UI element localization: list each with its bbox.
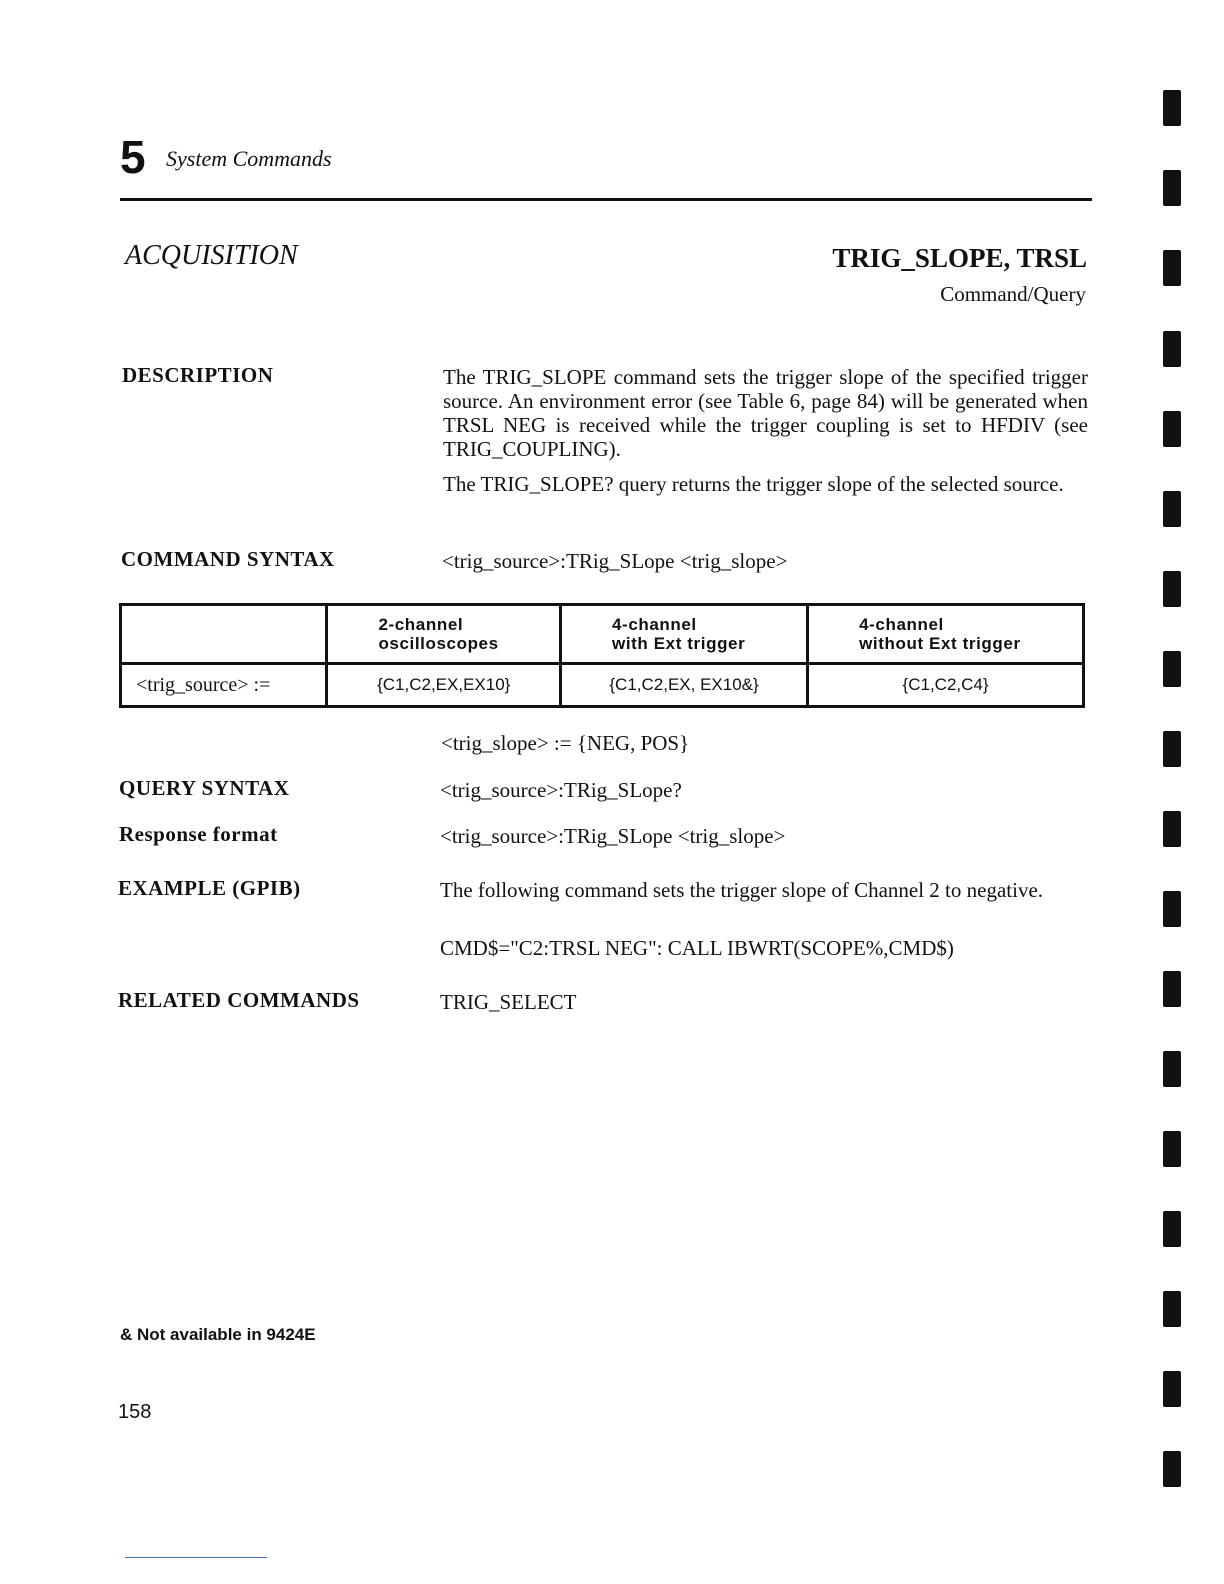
section-title: ACQUISITION <box>125 240 298 271</box>
table-header-cell <box>121 605 327 664</box>
related-commands-label: RELATED COMMANDS <box>118 988 360 1012</box>
trigger-source-table <box>119 603 1085 708</box>
table-cell: {C1,C2,EX, EX10&} <box>561 664 808 707</box>
table-cell: {C1,C2,EX,EX10} <box>327 664 561 707</box>
edge-tab-mark <box>1163 891 1181 927</box>
header-rule <box>120 198 1092 201</box>
scan-edge-line <box>125 1557 267 1558</box>
edge-tab-mark <box>1163 1291 1181 1327</box>
edge-tab-mark <box>1163 1371 1181 1407</box>
edge-tab-mark <box>1163 651 1181 687</box>
edge-tab-mark <box>1163 1211 1181 1247</box>
table-header-cell: 4-channel with Ext trigger <box>561 605 808 664</box>
description-paragraph: The TRIG_SLOPE command sets the trigger slope of the specified trigger source. An environment error (see Table 6, page 84) will be generated when TRSL NEG is received while the trigger coupling is set to HFDIV (see TRIG_COUPLING). <box>443 365 1088 461</box>
edge-tab-mark <box>1163 331 1181 367</box>
table-cell: {C1,C2,C4} <box>808 664 1084 707</box>
table-header-cell: 4-channel without Ext trigger <box>808 605 1084 664</box>
table-header-row <box>121 605 1084 664</box>
example-text: The following command sets the trigger slope of Channel 2 to negative. <box>440 878 1044 902</box>
slope-definition: <trig_slope> := {NEG, POS} <box>441 731 690 755</box>
edge-tab-mark <box>1163 1131 1181 1167</box>
command-syntax-value: <trig_source>:TRig_SLope <trig_slope> <box>442 549 788 573</box>
edge-tab-mark <box>1163 491 1181 527</box>
chapter-title: System Commands <box>166 146 332 171</box>
edge-tab-mark <box>1163 250 1181 286</box>
footnote: & Not available in 9424E <box>120 1325 316 1344</box>
description-body <box>443 365 1088 507</box>
query-syntax-value: <trig_source>:TRig_SLope? <box>440 778 682 802</box>
command-syntax-label: COMMAND SYNTAX <box>121 547 335 571</box>
edge-tab-mark <box>1163 731 1181 767</box>
edge-tab-mark <box>1163 411 1181 447</box>
edge-tab-mark <box>1163 90 1181 126</box>
table-cell: <trig_source> := <box>121 664 327 707</box>
edge-tab-mark <box>1163 571 1181 607</box>
edge-tab-mark <box>1163 1051 1181 1087</box>
chapter-number: 5 <box>120 131 146 183</box>
edge-tab-mark <box>1163 811 1181 847</box>
example-code: CMD$="C2:TRSL NEG": CALL IBWRT(SCOPE%,CMD$) <box>440 936 954 960</box>
table-header-cell: 2-channel oscilloscopes <box>327 605 561 664</box>
edge-tab-mark <box>1163 170 1181 206</box>
command-title: TRIG_SLOPE, TRSL <box>832 243 1087 273</box>
example-label: EXAMPLE (GPIB) <box>118 876 301 900</box>
command-type: Command/Query <box>940 282 1086 306</box>
description-paragraph: The TRIG_SLOPE? query returns the trigger slope of the selected source. <box>443 472 1064 496</box>
edge-tab-mark <box>1163 971 1181 1007</box>
page-number: 158 <box>118 1401 152 1423</box>
response-format-label: Response format <box>119 822 278 846</box>
edge-tab-mark <box>1163 1451 1181 1487</box>
table-row <box>121 664 1084 707</box>
response-format-value: <trig_source>:TRig_SLope <trig_slope> <box>440 824 786 848</box>
description-label: DESCRIPTION <box>122 363 274 387</box>
related-commands-value: TRIG_SELECT <box>440 990 577 1014</box>
query-syntax-label: QUERY SYNTAX <box>119 776 290 800</box>
